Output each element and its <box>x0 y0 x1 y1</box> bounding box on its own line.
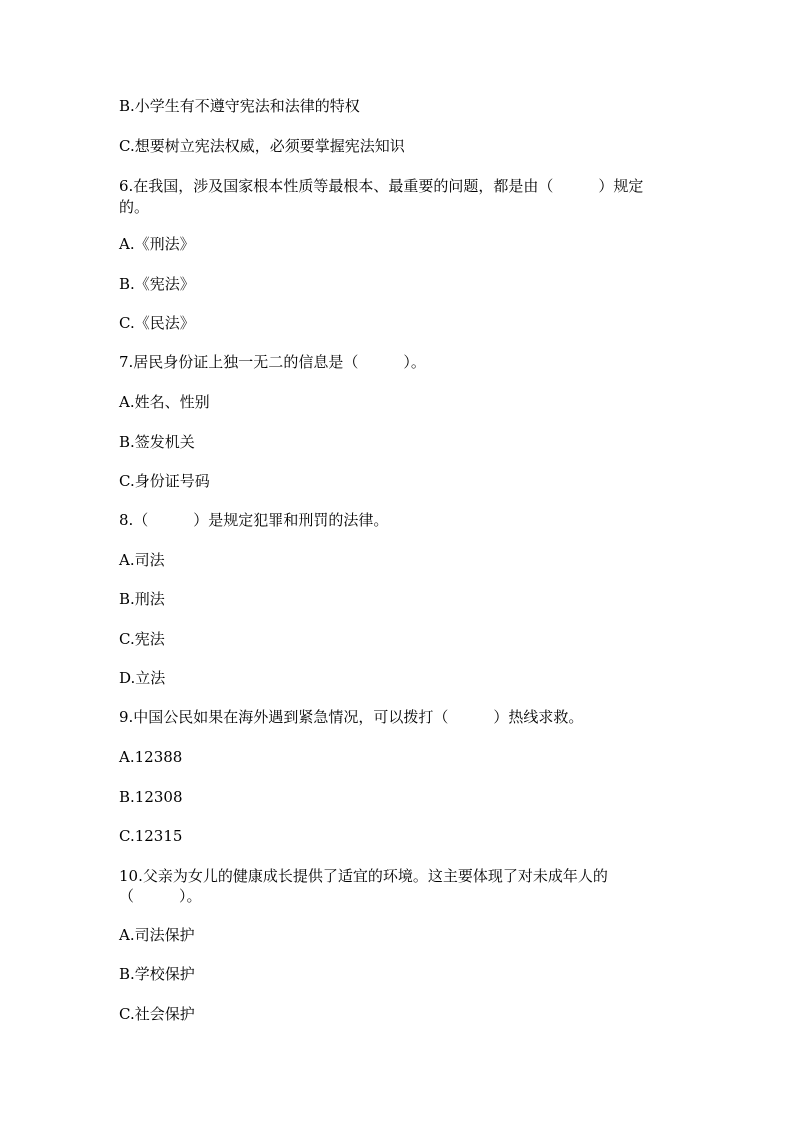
question-8-stem: 8.（ ）是规定犯罪和刑罚的法律。 <box>119 511 389 529</box>
option-7c: C.身份证号码 <box>119 472 210 490</box>
option-5b: B.小学生有不遵守宪法和法律的特权 <box>119 97 360 115</box>
question-10-stem-line-2: （ ）。 <box>119 887 202 905</box>
question-9-stem: 9.中国公民如果在海外遇到紧急情况，可以拨打（ ）热线求救。 <box>119 708 584 726</box>
question-6-stem-line-1: 6.在我国，涉及国家根本性质等最根本、最重要的问题，都是由（ ）规定 <box>119 177 644 195</box>
option-10a: A.司法保护 <box>119 926 195 944</box>
option-8c: C.宪法 <box>119 630 165 648</box>
option-9b: B.12308 <box>119 788 183 806</box>
option-10c: C.社会保护 <box>119 1005 195 1023</box>
option-8a: A.司法 <box>119 551 165 569</box>
option-6c: C.《民法》 <box>119 314 195 332</box>
option-7a: A.姓名、性别 <box>119 393 210 411</box>
question-10-stem-line-1: 10.父亲为女儿的健康成长提供了适宜的环境。这主要体现了对未成年人的 <box>119 867 608 885</box>
option-6a: A.《刑法》 <box>119 235 195 253</box>
option-9c: C.12315 <box>119 827 183 845</box>
option-6b: B.《宪法》 <box>119 275 195 293</box>
question-7-stem: 7.居民身份证上独一无二的信息是（ ）。 <box>119 353 426 371</box>
option-10b: B.学校保护 <box>119 965 195 983</box>
option-5c: C.想要树立宪法权威，必须要掌握宪法知识 <box>119 137 405 155</box>
option-8b: B.刑法 <box>119 590 165 608</box>
option-7b: B.签发机关 <box>119 433 195 451</box>
option-9a: A.12388 <box>119 748 183 766</box>
question-6-stem-line-2: 的。 <box>119 198 150 216</box>
option-8d: D.立法 <box>119 669 166 687</box>
